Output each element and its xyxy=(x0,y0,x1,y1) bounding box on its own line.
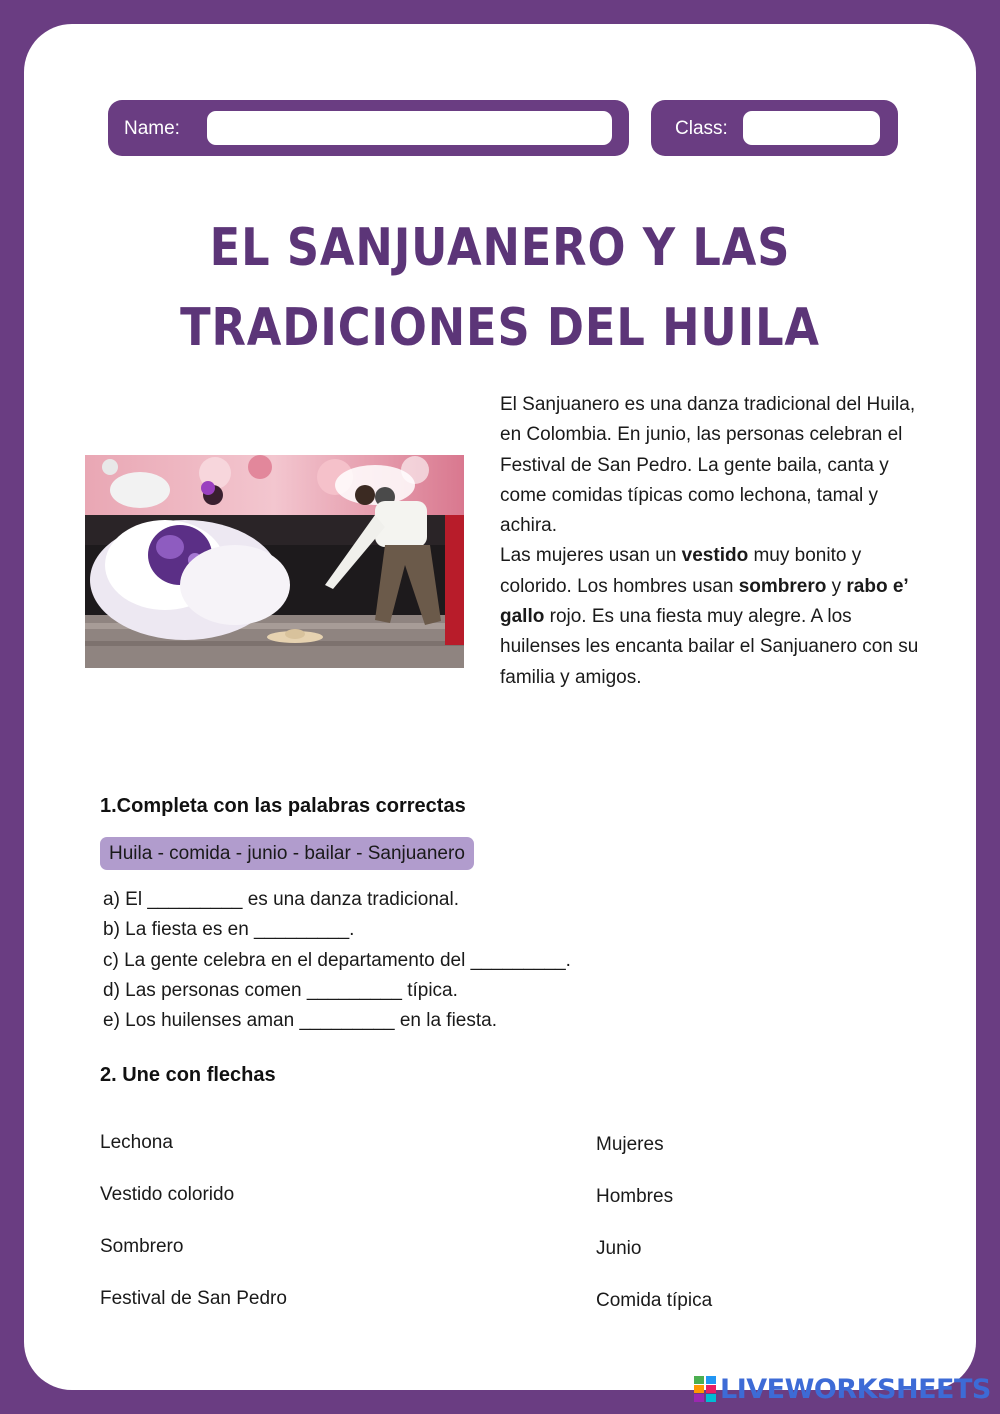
sentence-c[interactable]: c) La gente celebra en el departamento del _________. xyxy=(103,949,571,971)
match-right-comida-tipica[interactable]: Comida típica xyxy=(596,1290,713,1311)
keyword-sombrero: sombrero xyxy=(738,575,827,597)
reading-text xyxy=(500,390,930,693)
match-left-sombrero[interactable]: Sombrero xyxy=(100,1236,184,1257)
reading-text-run: y xyxy=(826,575,847,597)
name-input[interactable] xyxy=(207,111,612,145)
reading-paragraph-1: El Sanjuanero es una danza tradicional del Huila, en Colombia. En junio, las personas celebran el Festival de San Pedro. La gente baila, canta y come comidas típicas como lechona, tamal y achira. xyxy=(500,394,916,537)
exercise-1-title: 1.Completa con las palabras correctas xyxy=(100,795,466,817)
keyword-rabo-e-gallo: rabo e’ gallo xyxy=(500,575,908,628)
match-left-festival[interactable]: Festival de San Pedro xyxy=(100,1288,287,1309)
dancers-illustration xyxy=(85,455,464,668)
class-field-box xyxy=(651,100,898,156)
page-title-line-2: TRADICIONES DEL HUILA xyxy=(180,298,820,358)
match-left-lechona[interactable]: Lechona xyxy=(100,1132,173,1153)
match-right-junio[interactable]: Junio xyxy=(596,1238,642,1259)
liveworksheets-grid-icon xyxy=(694,1376,716,1402)
reading-text-run: muy bonito y colorido. Los hombres usan xyxy=(500,545,862,597)
sentence-a[interactable]: a) El _________ es una danza tradicional. xyxy=(103,889,459,910)
reading-text-run: rojo. Es una fiesta muy alegre. A los huilenses les encanta bailar el Sanjuanero con su familia y amigos. xyxy=(500,606,919,688)
fill-in-sentences xyxy=(103,885,571,1036)
exercise-2-title: 2. Une con flechas xyxy=(100,1064,276,1086)
reading-text-run: Las mujeres usan un xyxy=(500,545,682,567)
class-input[interactable] xyxy=(743,111,880,145)
keyword-vestido: vestido xyxy=(681,545,749,567)
name-field-box xyxy=(108,100,629,156)
match-right-hombres[interactable]: Hombres xyxy=(596,1186,674,1207)
reading-paragraph-2 xyxy=(500,541,930,692)
brand-text: LIVEWORKSHEETS xyxy=(720,1373,991,1405)
match-right-mujeres[interactable]: Mujeres xyxy=(596,1134,664,1155)
page-title-line-1: EL SANJUANERO Y LAS xyxy=(209,218,791,278)
sentence-b[interactable]: b) La fiesta es en _________. xyxy=(103,919,355,941)
sentence-e[interactable]: e) Los huilenses aman _________ en la fiesta. xyxy=(103,1010,497,1032)
match-left-vestido-colorido[interactable]: Vestido colorido xyxy=(100,1184,235,1205)
class-label: Class: xyxy=(675,118,728,139)
sanjuanero-dancers-photo xyxy=(85,455,464,668)
word-bank: Huila - comida - junio - bailar - Sanjuanero xyxy=(100,837,474,870)
name-label: Name: xyxy=(124,118,180,139)
liveworksheets-logo xyxy=(694,1374,991,1404)
sentence-d[interactable]: d) Las personas comen _________ típica. xyxy=(103,979,458,1001)
